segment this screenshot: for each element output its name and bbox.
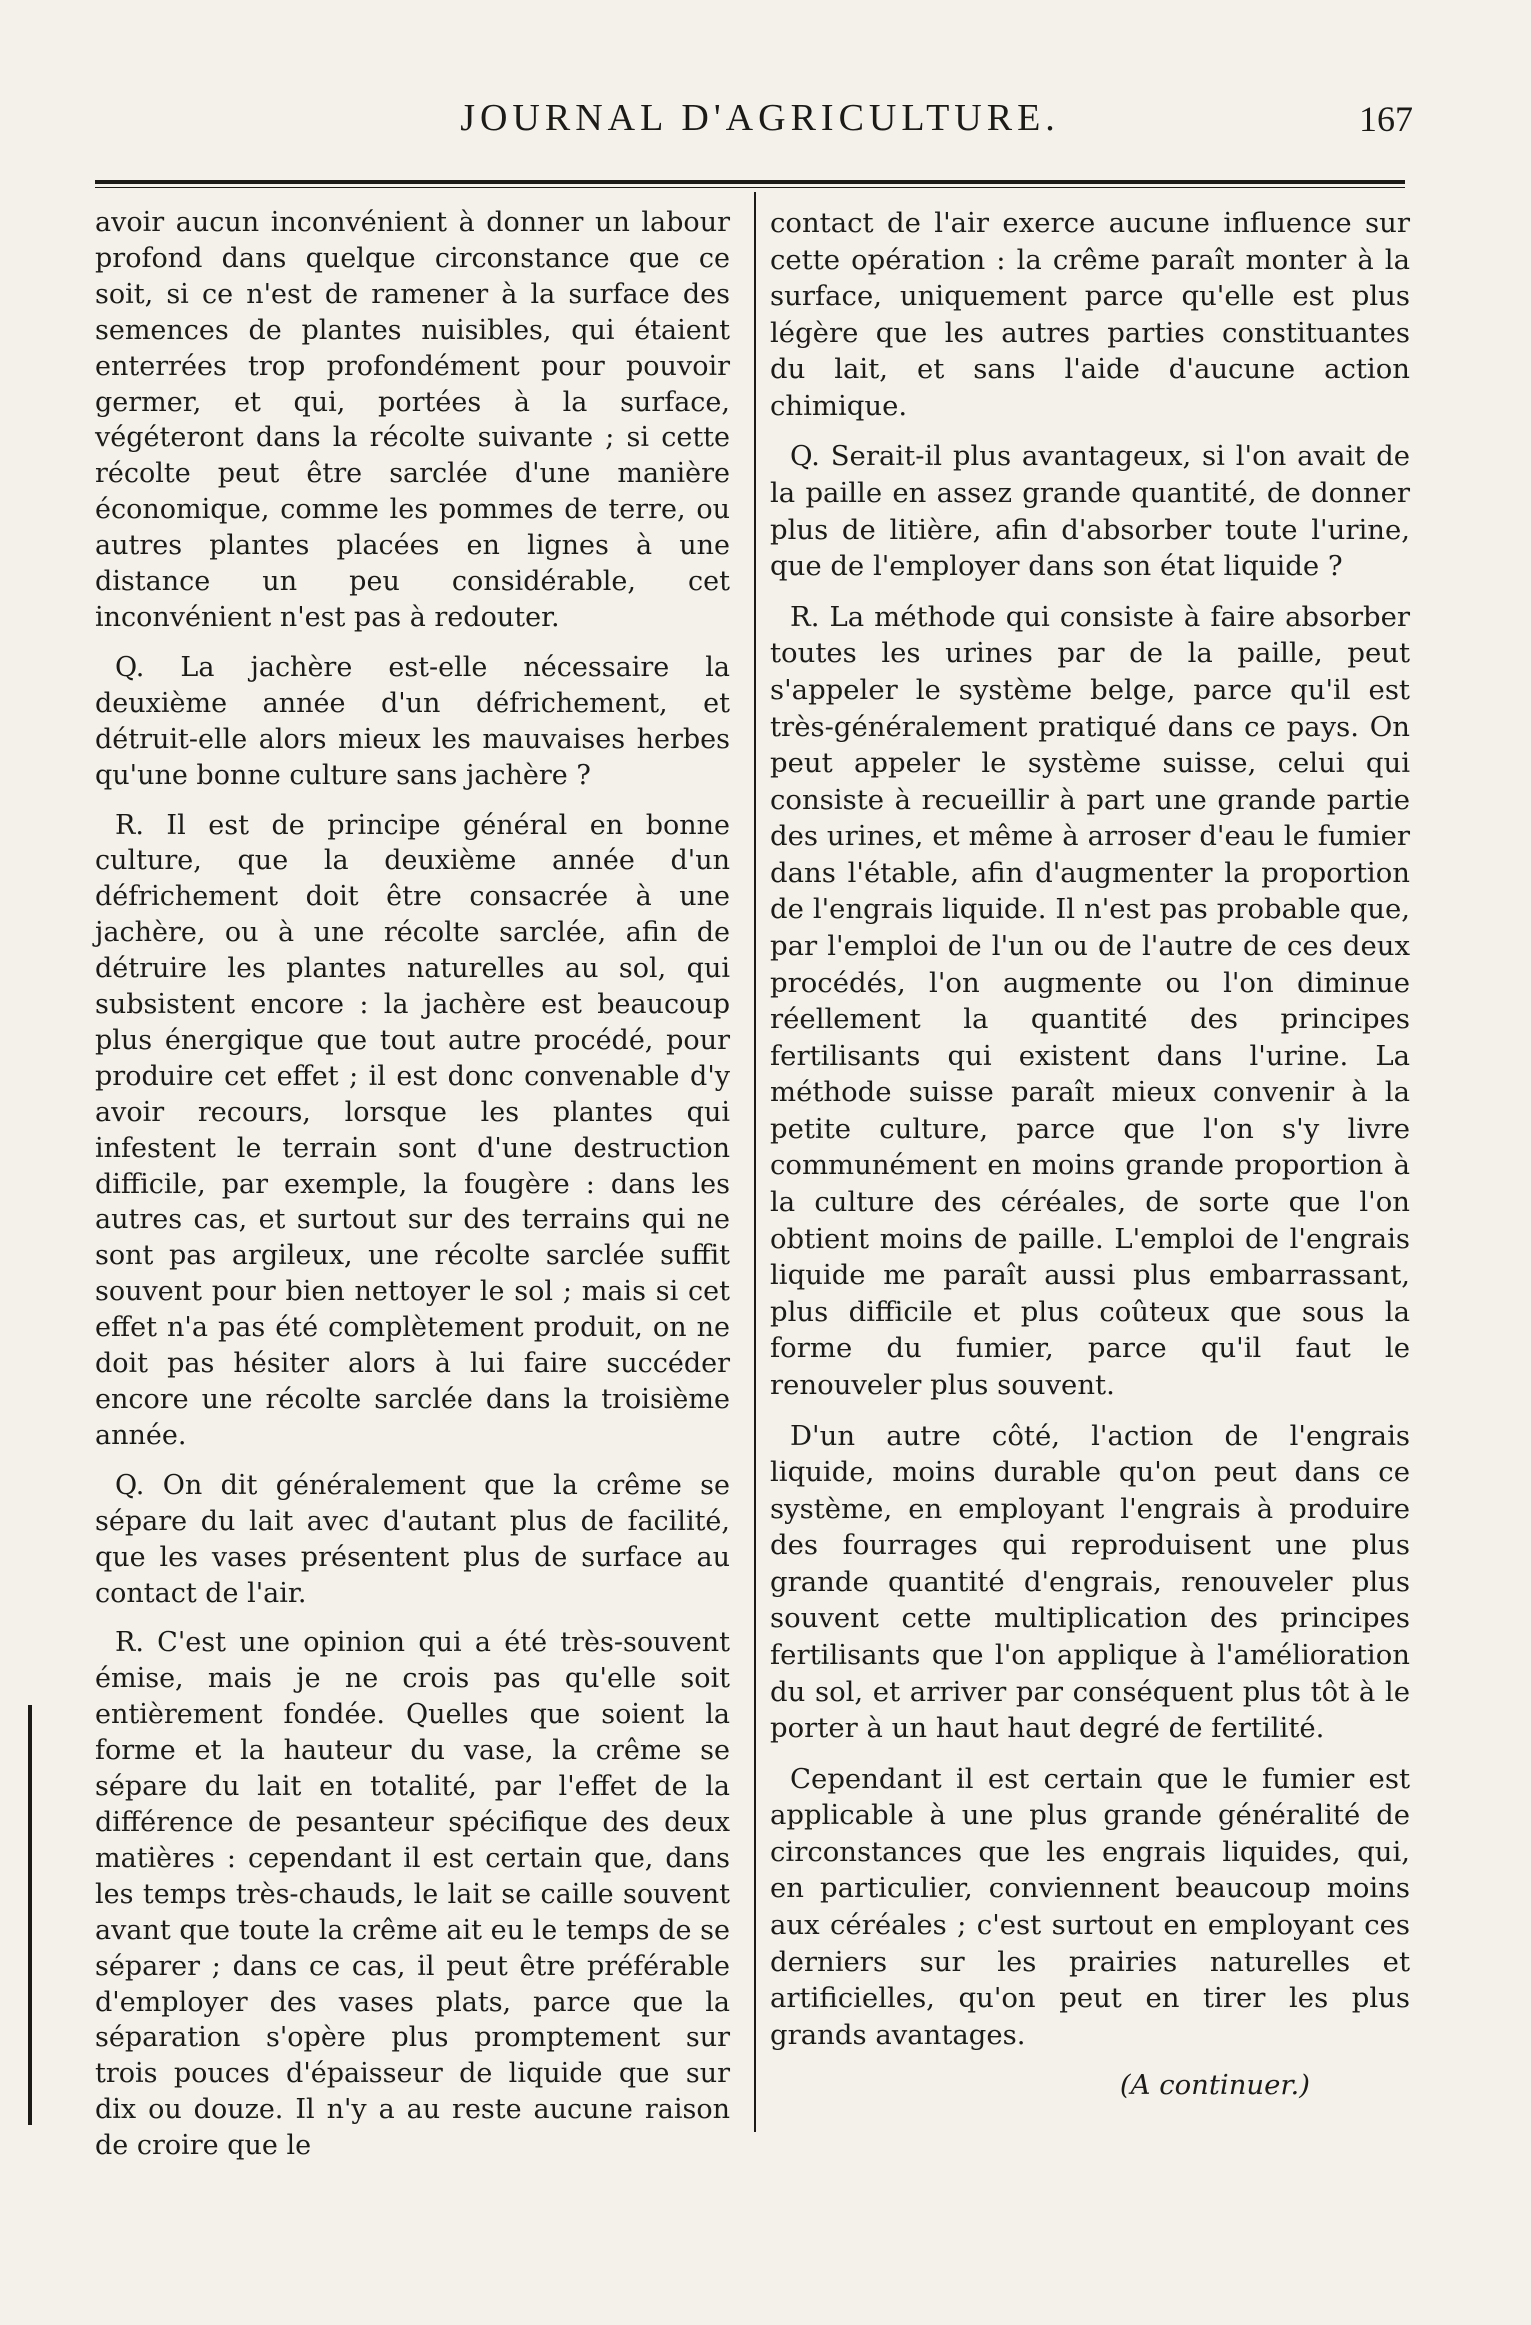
paragraph: avoir aucun inconvénient à donner un labour profond dans quelque circonstance que ce soit, si ce n'est de ramener à la surface des semences de plantes nuisibles, qui étaient enterrées trop profondément pour pouvoir germer, et qui, portées à la surface, végéteront dans la récolte suivante ; si cette récolte peut être sarclée d'une manière économique, comme les pommes de terre, ou autres plantes placées en lignes à une distance un peu considérable, cet inconvénient n'est pas à redouter. xyxy=(95,207,730,633)
page-number: 167 xyxy=(1359,99,1413,139)
margin-mark xyxy=(28,1705,32,2125)
paragraph: Cependant il est certain que le fumier est applicable à une plus grande généralité de circonstances que les engrais liquides, qui, en particulier, conviennent beaucoup moins aux céréales ; c'est surtout en employant ces derniers sur les prairies naturelles et artificielles, qu'on peut en tirer les plus grands avantages. xyxy=(770,1762,1410,2051)
paragraph-answer: R. C'est une opinion qui a été très-souvent émise, mais je ne crois pas qu'elle soit entièrement fondée. Quelles que soient la forme et la hauteur du vase, la crême se sépare du lait en totalité, par l'effet de la différence de pesanteur spécifique des deux matières : cependant il est certain que, dans les temps très-chauds, le lait se caille souvent avant que toute la crême ait eu le temps de se séparer ; dans ce cas, il peut être préférable d'employer des vases plats, parce que la séparation s'opère plus promptement sur trois pouces d'épaisseur de liquide que sur dix ou douze. Il n'y a au reste aucune raison de croire que le xyxy=(95,1627,730,2162)
paragraph-question: Q. La jachère est-elle nécessaire la deuxième année d'un défrichement, et détruit-elle alors mieux les mauvaises herbes qu'une bonne culture sans jachère ? xyxy=(95,651,730,791)
paragraph: contact de l'air exerce aucune influence sur cette opération : la crême paraît monter à la surface, uniquement parce qu'elle est plus légère que les autres parties constituantes du lait, et sans l'aide d'aucune action chimique. xyxy=(770,207,1410,422)
paragraph: D'un autre côté, l'action de l'engrais liquide, moins durable qu'on peut dans ce système, en employant l'engrais à produire des fourrages qui reproduisent une plus grande quantité d'engrais, renouveler plus souvent cette multiplication des principes fertilisants que l'on applique à l'amélioration du sol, et arriver par conséquent plus tôt à le porter à un haut haut degré de fertilité. xyxy=(770,1419,1410,1745)
right-column xyxy=(770,205,1410,2104)
column-divider xyxy=(754,192,756,2132)
paragraph-answer: R. Il est de principe général en bonne culture, que la deuxième année d'un défrichement doit être consacrée à une jachère, ou à une récolte sarclée, afin de détruire les plantes naturelles au sol, qui subsistent encore : la jachère est beaucoup plus énergique que tout autre procédé, pour produire cet effet ; il est donc convenable d'y avoir recours, lorsque les plantes qui infestent le terrain sont d'une destruction difficile, par exemple, la fougère : dans les autres cas, et surtout sur des terrains qui ne sont pas argileux, une récolte sarclée suffit souvent pour bien nettoyer le sol ; mais si cet effet n'a pas été complètement produit, on ne doit pas hésiter alors à lui faire succéder encore une récolte sarclée dans la troisième année. xyxy=(95,809,730,1451)
paragraph-question: Q. On dit généralement que la crême se sépare du lait avec d'autant plus de facilité, que les vases présentent plus de surface au contact de l'air. xyxy=(95,1469,730,1609)
paragraph-question: Q. Serait-il plus avantageux, si l'on avait de la paille en assez grande quantité, de donner plus de litière, afin d'absorber toute l'urine, que de l'employer dans son état liquide ? xyxy=(770,440,1410,583)
paragraph-answer: R. La méthode qui consiste à faire absorber toutes les urines par de la paille, peut s'appeler le système belge, parce qu'il est très-généralement pratiqué dans ce pays. On peut appeler le système suisse, celui qui consiste à recueillir à part une grande partie des urines, et même à arroser d'eau le fumier dans l'étable, afin d'augmenter la proportion de l'engrais liquide. Il n'est pas probable que, par l'emploi de l'un ou de l'autre de ces deux procédés, l'on augmente ou l'on diminue réellement la quantité des principes fertilisants qui existent dans l'urine. La méthode suisse paraît mieux convenir à la petite culture, parce que l'on s'y livre communément en moins grande proportion à la culture des céréales, de sorte que l'on obtient moins de paille. L'emploi de l'engrais liquide me paraît aussi plus embarrassant, plus difficile et plus coûteux que sous la forme du fumier, parce qu'il faut le renouveler plus souvent. xyxy=(770,600,1410,1401)
journal-title: JOURNAL D'AGRICULTURE. xyxy=(460,97,1060,139)
running-header xyxy=(0,88,1531,148)
continuation-note: (A continuer.) xyxy=(1119,2069,1310,2102)
header-rule-thin xyxy=(95,187,1405,188)
left-column xyxy=(95,205,730,2164)
header-rule-thick xyxy=(95,180,1405,184)
